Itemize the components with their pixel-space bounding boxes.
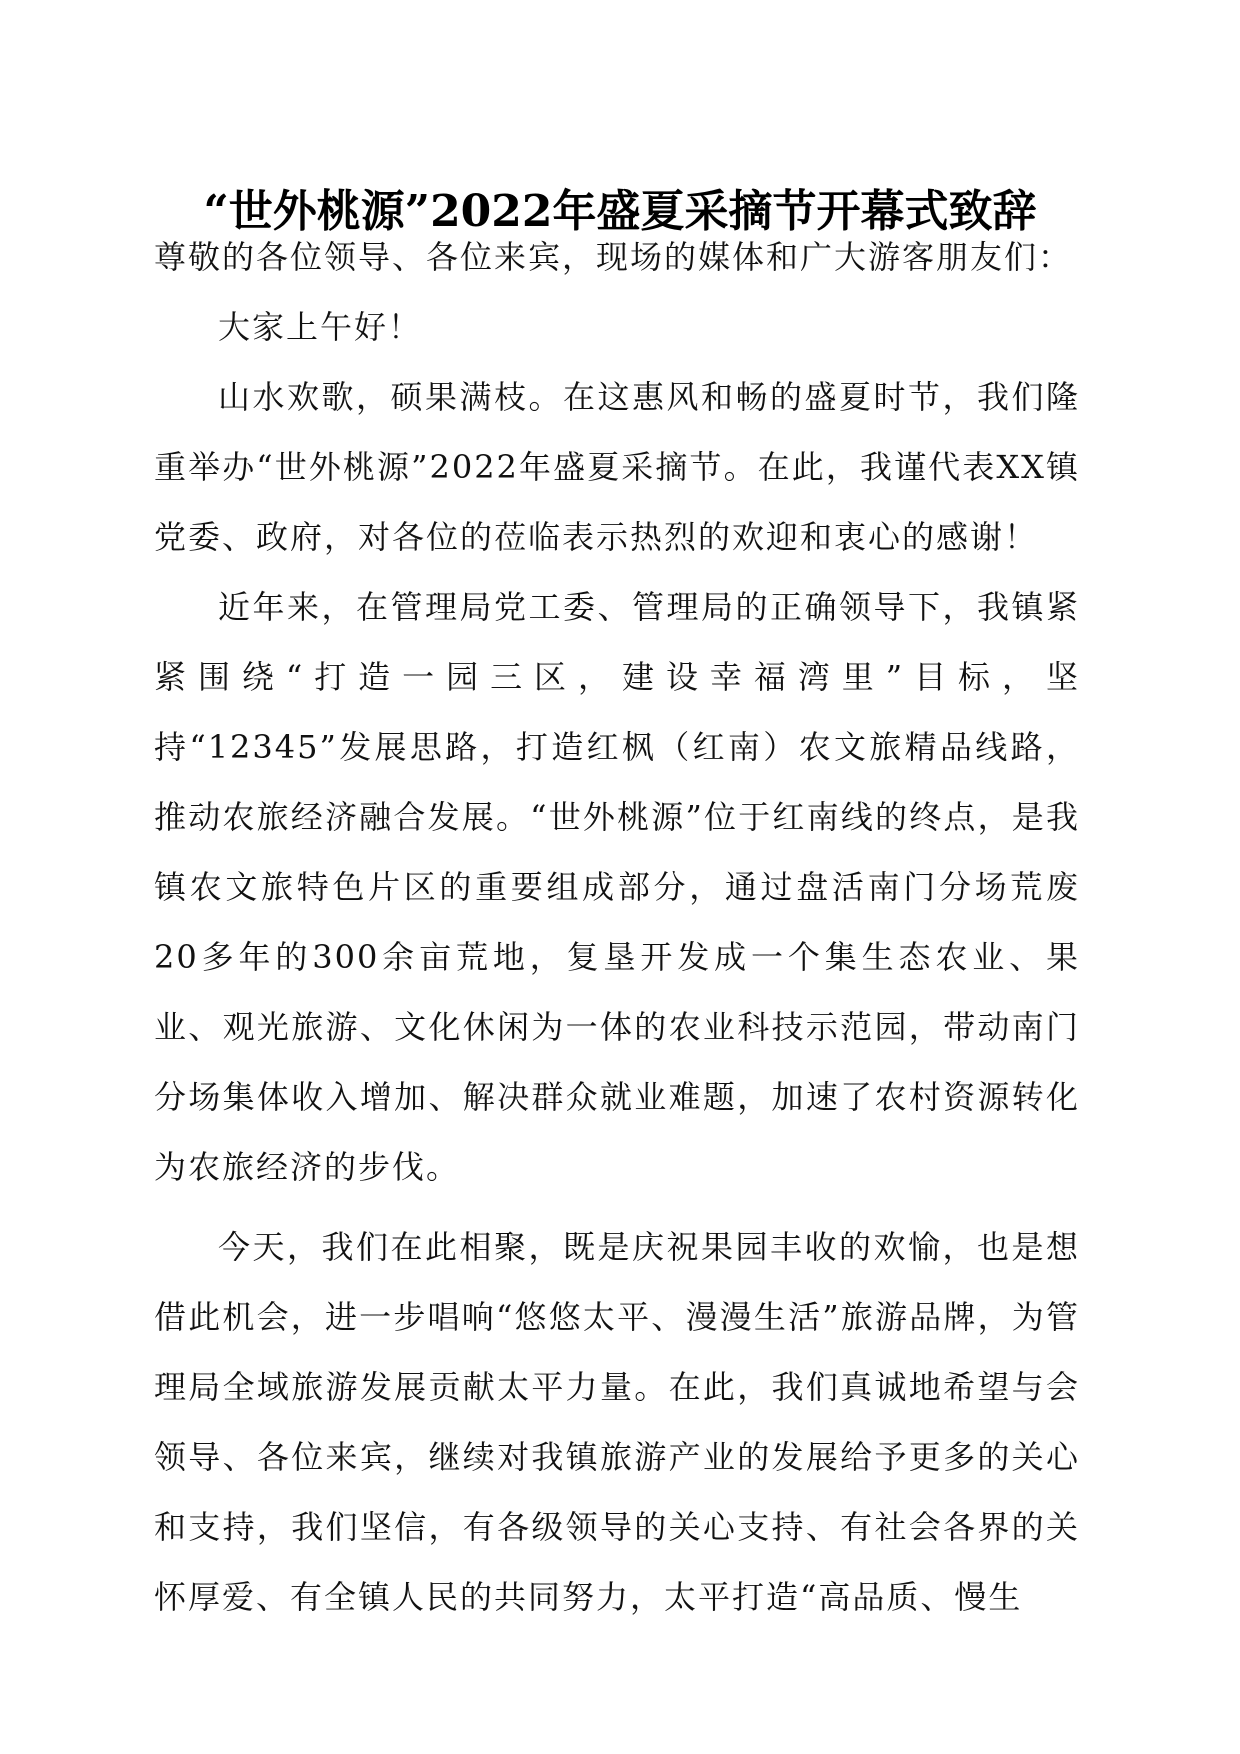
paragraph: 山水欢歌，硕果满枝。在这惠风和畅的盛夏时节，我们隆重举办“世外桃源”2022年盛夏采摘节。在此，我谨代表XX镇党委、政府，对各位的莅临表示热烈的欢迎和衷心的感谢！	[154, 378, 1080, 556]
document-body	[154, 222, 1080, 1632]
document-title: “世外桃源”2022年盛夏采摘节开幕式致辞	[203, 186, 1037, 237]
paragraph: 近年来，在管理局党工委、管理局的正确领导下，我镇紧紧围绕“打造一园三区，建设幸福湾里”目标，坚持“12345”发展思路，打造红枫（红南）农文旅精品线路，推动农旅经济融合发展。“世外桃源”位于红南线的终点，是我镇农文旅特色片区的重要组成部分，通过盘活南门分场荒废20多年的300余亩荒地，复垦开发成一个集生态农业、果业、观光旅游、文化休闲为一体的农业科技示范园，带动南门分场集体收入增加、解决群众就业难题，加速了农村资源转化为农旅经济的步伐。	[154, 588, 1080, 1186]
salutation: 尊敬的各位领导、各位来宾，现场的媒体和广大游客朋友们：	[154, 238, 1073, 276]
greeting: 大家上午好！	[218, 308, 423, 346]
paragraph: 今天，我们在此相聚，既是庆祝果园丰收的欢愉，也是想借此机会，进一步唱响“悠悠太平、漫漫生活”旅游品牌，为管理局全域旅游发展贡献太平力量。在此，我们真诚地希望与会领导、各位来宾，继续对我镇旅游产业的发展给予更多的关心和支持，我们坚信，有各级领导的关心支持、有社会各界的关怀厚爱、有全镇人民的共同努力，太平打造“高品质、慢生	[154, 1228, 1080, 1616]
